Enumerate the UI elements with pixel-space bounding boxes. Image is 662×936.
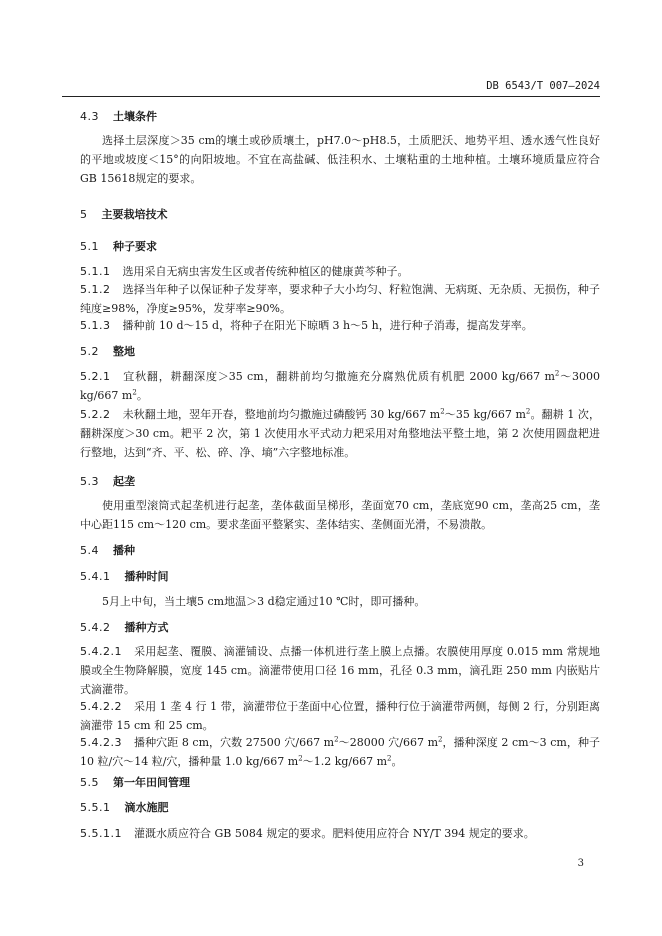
clause-text: 。翻耕 1 次，翻耕深度＞30 cm。耙平 2 次，第 1 次使用水平式动力耙采用对角整地法平整土地，第 2 次使用圆盘耙进行整地，达到“齐、平、松、碎、净、墒”六字整地标准。	[80, 408, 600, 459]
clause-5-4-2-1	[80, 642, 600, 699]
clause-text: ，播种深度 2 cm～3 cm，种子 10 粒/穴～14 粒/穴，播种量 1.0 kg/667 m	[80, 736, 601, 768]
clause-number: 5.1.3	[80, 319, 111, 332]
clause-text: 采用起垄、覆膜、滴灌铺设、点播一体机进行垄上膜上点播。农膜使用厚度 0.015 mm 常规地膜或全生物降解膜，宽度 145 cm。滴灌带使用口径 16 mm，孔径 0.3 mm，滴孔距 250 mm 内嵌贴片式滴灌带。	[80, 645, 600, 696]
section-5-4-1-body: 5月上中旬，当土壤5 cm地温＞3 d稳定通过10 ℃时，即可播种。	[102, 595, 426, 608]
clause-text: 播种穴距 8 cm，穴数 27500 穴/667 m	[133, 736, 335, 749]
clause-text: 选择当年种子以保证种子发芽率，要求种子大小均匀、籽粒饱满、无病斑、无杂质、无损伤，种子纯度≥98%，净度≥95%，发芽率≥90%。	[80, 283, 600, 315]
clause-number: 5.4.2.2	[80, 700, 122, 713]
clause-number: 5.1.2	[80, 283, 111, 296]
section-number: 5.5.1	[80, 801, 111, 814]
clause-text: ～1.2 kg/667 m	[302, 755, 388, 768]
clause-number: 5.5.1.1	[80, 827, 122, 840]
section-number: 5	[80, 208, 88, 221]
section-number: 5.4.1	[80, 570, 111, 583]
clause-text: 未秋翻土地，翌年开春，整地前均匀撒施过磷酸钙 30 kg/667 m	[122, 408, 441, 421]
section-5-5-1-heading	[80, 798, 600, 817]
superscript: 2	[438, 735, 443, 744]
section-4-3-heading	[80, 107, 600, 126]
superscript: 2	[387, 754, 392, 763]
section-5-4-1-heading	[80, 567, 600, 586]
section-number: 5.3	[80, 475, 99, 488]
superscript: 2	[440, 407, 445, 416]
section-4-3-body: 选择土层深度＞35 cm的壤土或砂质壤土，pH7.0～pH8.5，土质肥沃、地势平坦、透水透气性良好的平地或坡度＜15°的向阳坡地。不宜在高盐碱、低洼积水、土壤粘重的土地种植。土壤环境质量应符合GB 15618规定的要求。	[80, 134, 600, 185]
clause-text: 采用 1 垄 4 行 1 带，滴灌带位于垄面中心位置，播种行位于滴灌带两侧，每侧 2 行，分别距离滴灌带 15 cm 和 25 cm。	[80, 700, 600, 732]
section-5-1-heading	[80, 237, 600, 256]
superscript: 2	[132, 388, 137, 397]
clause-text: 灌溉水质应符合 GB 5084 规定的要求。肥料使用应符合 NY/T 394 规定的要求。	[133, 827, 535, 840]
section-title: 第一年田间管理	[113, 776, 190, 789]
clause-5-2-1	[80, 367, 600, 405]
clause-text: 选用采自无病虫害发生区或者传统种植区的健康黄芩种子。	[122, 265, 409, 278]
section-5-3-body: 使用重型滚筒式起垄机进行起垄，垄体截面呈梯形，垄面宽70 cm，垄底宽90 cm，垄高25 cm，垄中心距115 cm～120 cm。要求垄面平整紧实、垄体结实、垄侧面光滑，不易溃散。	[80, 499, 600, 531]
clause-5-2-2	[80, 405, 600, 462]
superscript: 2	[334, 735, 339, 744]
section-5-heading	[80, 205, 600, 224]
section-title: 播种	[113, 544, 135, 557]
clause-text: 播种前 10 d～15 d，将种子在阳光下晾晒 3 h～5 h，进行种子消毒，提高发芽率。	[122, 319, 533, 332]
section-title: 播种方式	[124, 621, 169, 634]
section-title: 起垄	[113, 475, 135, 488]
clause-number: 5.2.1	[80, 370, 111, 383]
clause-text: ～35 kg/667 m	[444, 408, 526, 421]
superscript: 2	[298, 754, 303, 763]
clause-5-1-3	[80, 316, 600, 335]
section-title: 主要栽培技术	[101, 208, 168, 221]
section-5-4-heading	[80, 541, 600, 560]
clause-5-4-2-2	[80, 697, 600, 735]
section-5-3-heading	[80, 472, 600, 491]
section-title: 整地	[113, 345, 135, 358]
clause-number: 5.4.2.1	[80, 645, 122, 658]
section-number: 5.5	[80, 776, 99, 789]
section-number: 5.2	[80, 345, 99, 358]
clause-text: ～28000 穴/667 m	[338, 736, 439, 749]
superscript: 2	[525, 407, 531, 416]
section-number: 5.4.2	[80, 621, 111, 634]
header-rule	[62, 96, 600, 97]
clause-number: 5.4.2.3	[80, 736, 122, 749]
page-number: 3	[577, 858, 584, 869]
clause-5-4-2-3	[80, 733, 600, 771]
superscript: 2	[554, 369, 560, 378]
clause-number: 5.2.2	[80, 408, 111, 421]
section-number: 4.3	[80, 110, 99, 123]
clause-text: 。	[136, 389, 148, 402]
clause-text: 宜秋翻，耕翻深度＞35 cm，翻耕前均匀撒施充分腐熟优质有机肥 2000 kg/667 m	[122, 370, 555, 383]
section-5-5-heading	[80, 773, 600, 792]
section-5-2-heading	[80, 342, 600, 361]
clause-5-5-1-1	[80, 824, 600, 843]
document-id: DB 6543/T 007—2024	[486, 80, 600, 92]
clause-5-1-1	[80, 262, 600, 281]
section-number: 5.4	[80, 544, 99, 557]
section-title: 种子要求	[113, 240, 157, 253]
clause-text: ～3000 kg/667 m	[80, 370, 600, 402]
clause-5-1-2	[80, 280, 600, 318]
section-number: 5.1	[80, 240, 99, 253]
clause-number: 5.1.1	[80, 265, 111, 278]
section-title: 土壤条件	[113, 110, 157, 123]
clause-text: 。	[391, 755, 403, 768]
section-title: 滴水施肥	[124, 801, 169, 814]
section-title: 播种时间	[124, 570, 169, 583]
section-5-4-2-heading	[80, 618, 600, 637]
